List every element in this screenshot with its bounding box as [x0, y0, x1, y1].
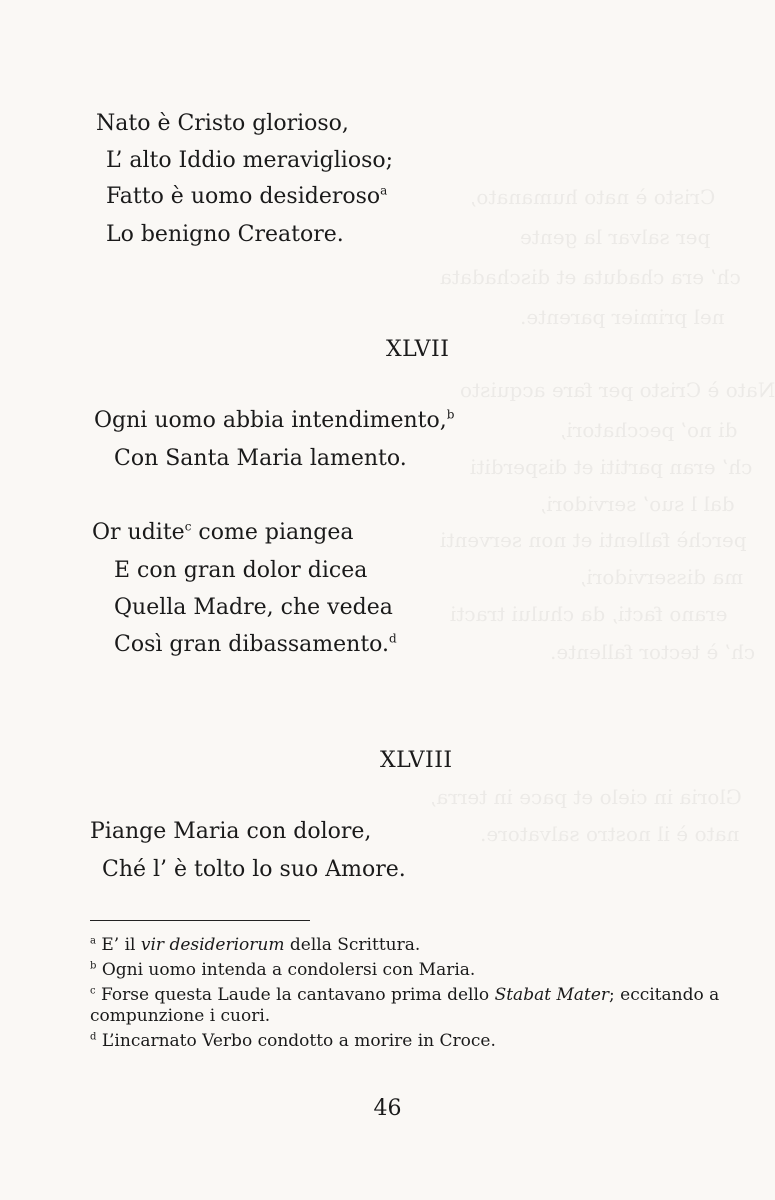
- page-number: 46: [373, 1096, 402, 1121]
- show-through-bg: ch’ eran partiti et disperditi: [470, 455, 753, 479]
- show-through-bg: perchè fallenti et non serventi: [440, 528, 747, 552]
- verse-text: Ogni uomo abbia intendimento,: [94, 408, 447, 433]
- footnote: [90, 984, 719, 1006]
- verse-line: Con Santa Maria lamento.: [114, 446, 407, 471]
- show-through-bg: nel primier parente.: [520, 305, 725, 329]
- verse-line: Ché l’ è tolto lo suo Amore.: [102, 857, 406, 882]
- verse-line: [106, 183, 387, 211]
- footnote-text: della Scrittura.: [284, 935, 421, 955]
- verse-line: E con gran dolor dicea: [114, 558, 368, 583]
- verse-line: [94, 407, 454, 435]
- show-through-bg: per salvar la gente: [520, 225, 711, 249]
- show-through-bg: nato è il nostro salvatore.: [480, 822, 740, 846]
- footnote-mark: d: [90, 1031, 97, 1043]
- show-through-bg: erano facti, da chului tracti: [450, 602, 728, 626]
- verse-line: [114, 631, 397, 659]
- show-through-bg: Nato è Cristo per fare acquisto: [460, 378, 775, 402]
- footnote: [90, 1030, 496, 1052]
- section-heading: XLVII: [386, 337, 450, 362]
- footnote-text: ; eccitando a: [609, 985, 720, 1005]
- verse-line: Quella Madre, che vedea: [114, 595, 393, 620]
- footnote-italic: Stabat Mater: [494, 985, 610, 1005]
- verse-line: Lo benigno Creatore.: [106, 222, 344, 247]
- footnote-text: Forse questa Laude la cantavano prima dello: [101, 985, 495, 1005]
- show-through-bg: di no’ pecchatori,: [560, 418, 738, 442]
- verse-text: Così gran dibassamento.: [114, 632, 390, 657]
- footnote-text: Ogni uomo intenda a condolersi con Maria.: [101, 960, 476, 980]
- section-heading: XLVIII: [380, 748, 453, 773]
- show-through-bg: dal l suo’ servidori,: [540, 492, 735, 516]
- verse-line: Nato è Cristo glorioso,: [96, 111, 349, 136]
- footnote: [90, 934, 420, 956]
- verse-text: Fatto è uomo desideroso: [106, 184, 381, 209]
- footnote-mark: c: [90, 985, 96, 997]
- footnote-marker: d: [389, 631, 397, 646]
- footnote-text: L’incarnato Verbo condotto a morire in Croce.: [101, 1031, 496, 1051]
- footnote-italic: vir desideriorum: [140, 935, 285, 955]
- show-through-bg: ch’ era chaduta et dischadata: [440, 265, 741, 289]
- footnote-text: E’ il: [101, 935, 141, 955]
- footnote: [90, 959, 475, 981]
- show-through-bg: Cristo è nato humanato,: [470, 185, 716, 209]
- footnote-mark: b: [90, 960, 97, 972]
- verse-text: come piangea: [191, 520, 354, 545]
- verse-text: Or udite: [92, 520, 185, 545]
- footnote-marker: a: [380, 183, 388, 198]
- footnote-divider: [90, 920, 310, 921]
- verse-line: L’ alto Iddio meraviglioso;: [106, 148, 394, 173]
- footnote-mark: a: [90, 935, 96, 947]
- footnote-marker: c: [184, 519, 192, 534]
- verse-line: [92, 519, 354, 547]
- show-through-bg: ch’ è tector fallente.: [550, 640, 756, 664]
- footnote-continuation: compunzione i cuori.: [90, 1006, 271, 1026]
- show-through-bg: Gloria in cielo et pace in terra,: [430, 785, 742, 809]
- footnote-marker: b: [446, 407, 455, 422]
- verse-line: Piange Maria con dolore,: [90, 819, 372, 844]
- show-through-bg: ma disservidori,: [580, 565, 744, 589]
